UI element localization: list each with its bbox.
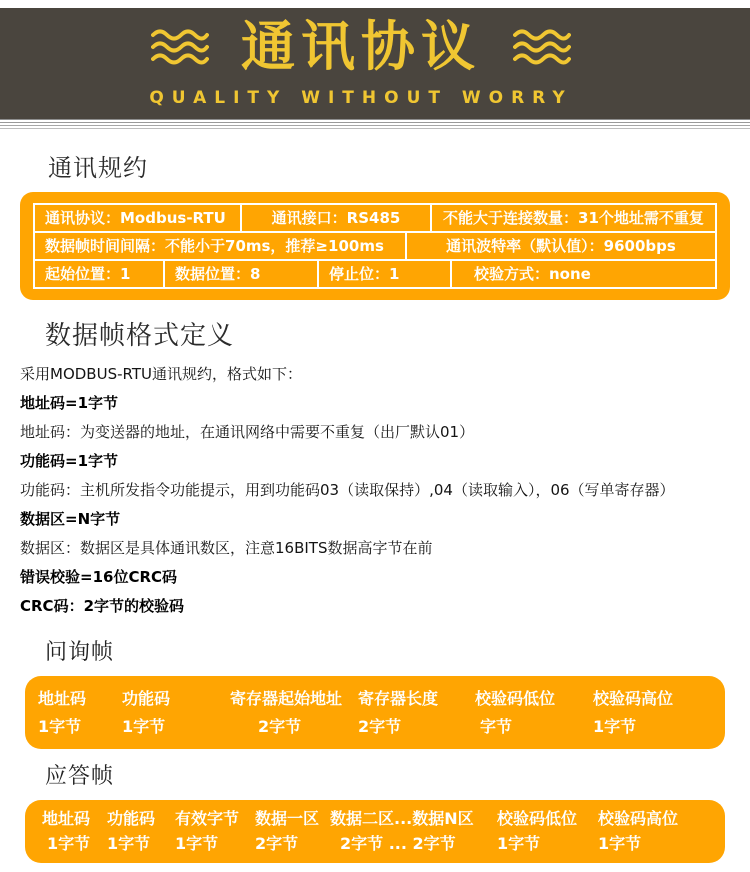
col-label: 功能码 [122, 689, 171, 708]
section-title-response-frame: 应答帧 [45, 764, 115, 789]
response-frame-col [42, 806, 107, 856]
frame-def-text [0, 360, 750, 625]
col-size: 1字节 [47, 834, 91, 853]
col-size: 2字节 ... 2字节 [340, 834, 456, 853]
response-frame-col [497, 806, 598, 856]
col-label: 寄存器长度 [358, 689, 439, 708]
response-frame-col [598, 806, 725, 856]
col-size: 2字节 [258, 717, 302, 736]
frame-def-line: 错误校验=16位CRC码 [20, 568, 178, 586]
frame-def-line: 地址码：为变送器的地址，在通讯网络中需要不重复（出厂默认01） [20, 423, 475, 441]
spec-cell-connections: 不能大于连接数量：31个地址需不重复 [443, 209, 704, 227]
col-size: 字节 [480, 717, 513, 736]
col-label: 功能码 [107, 809, 156, 828]
query-frame-col [122, 685, 230, 741]
spec-row-2 [35, 233, 715, 261]
spec-cell-protocol: 通讯协议：Modbus-RTU [35, 205, 242, 231]
spec-cell-stopbit: 停止位：1 [319, 261, 452, 287]
section-title-query-frame: 问询帧 [45, 640, 115, 665]
query-frame-col [230, 685, 358, 741]
banner-subtitle: QUALITY WITHOUT WORRY [149, 87, 573, 108]
spec-cell-interval: 数据帧时间间隔：不能小于70ms，推荐≥100ms [35, 233, 407, 259]
col-label: 校验码低位 [497, 809, 578, 828]
header-banner [0, 8, 750, 119]
spec-cell-startbit: 起始位置：1 [35, 261, 165, 287]
wave-lines-icon-right [513, 27, 571, 67]
col-label: 地址码 [38, 689, 87, 708]
query-frame-col [38, 685, 122, 741]
query-frame-table [25, 676, 725, 749]
frame-def-line: 数据区=N字节 [20, 510, 121, 528]
spec-row-1 [35, 205, 715, 233]
frame-def-line: 功能码=1字节 [20, 452, 119, 470]
col-label: 校验码高位 [598, 809, 679, 828]
col-size: 1字节 [497, 834, 541, 853]
col-label: 地址码 [42, 809, 91, 828]
spec-cell-interface: 通讯接口：RS485 [242, 205, 432, 231]
query-frame-col [358, 685, 475, 741]
spec-table-box [20, 192, 730, 300]
section-title-spec: 通讯规约 [48, 154, 148, 182]
response-frame-col [330, 806, 497, 856]
spec-cell-databit: 数据位置：8 [165, 261, 319, 287]
col-size: 1字节 [175, 834, 219, 853]
col-label: 校验码低位 [475, 689, 556, 708]
col-label: 数据二区...数据N区 [330, 809, 474, 828]
query-frame-col [593, 685, 725, 741]
spec-cell-baudrate: 通讯波特率（默认值）：9600bps [446, 237, 676, 255]
wave-lines-icon-left [151, 27, 209, 67]
frame-def-line: CRC码：2字节的校验码 [20, 597, 185, 615]
col-size: 1字节 [593, 717, 637, 736]
banner-title: 通讯协议 [241, 14, 481, 78]
response-frame-col [175, 806, 255, 856]
spec-table [33, 203, 717, 289]
col-size: 1字节 [38, 717, 82, 736]
col-size: 1字节 [107, 834, 151, 853]
response-frame-col [107, 806, 175, 856]
striped-divider [0, 119, 750, 130]
col-size: 2字节 [255, 834, 299, 853]
section-title-frame-def: 数据帧格式定义 [45, 321, 235, 351]
col-label: 校验码高位 [593, 689, 674, 708]
frame-def-line: 采用MODBUS-RTU通讯规约，格式如下： [20, 365, 302, 383]
col-size: 2字节 [358, 717, 402, 736]
response-frame-table [25, 800, 725, 863]
col-size: 1字节 [598, 834, 642, 853]
response-frame-col [255, 806, 330, 856]
query-frame-col [475, 685, 593, 741]
col-label: 有效字节 [175, 809, 240, 828]
spec-cell-parity: 校验方式：none [474, 265, 591, 283]
spec-row-3 [35, 261, 715, 287]
frame-def-line: 地址码=1字节 [20, 394, 119, 412]
col-label: 数据一区 [255, 809, 320, 828]
col-label: 寄存器起始地址 [230, 689, 343, 708]
banner-title-row [151, 14, 571, 78]
frame-def-line: 数据区：数据区是具体通讯数区，注意16BITS数据高字节在前 [20, 539, 433, 557]
col-size: 1字节 [122, 717, 166, 736]
frame-def-line: 功能码：主机所发指令功能提示，用到功能码03（读取保持）,04（读取输入），06（写单寄存器） [20, 481, 675, 499]
